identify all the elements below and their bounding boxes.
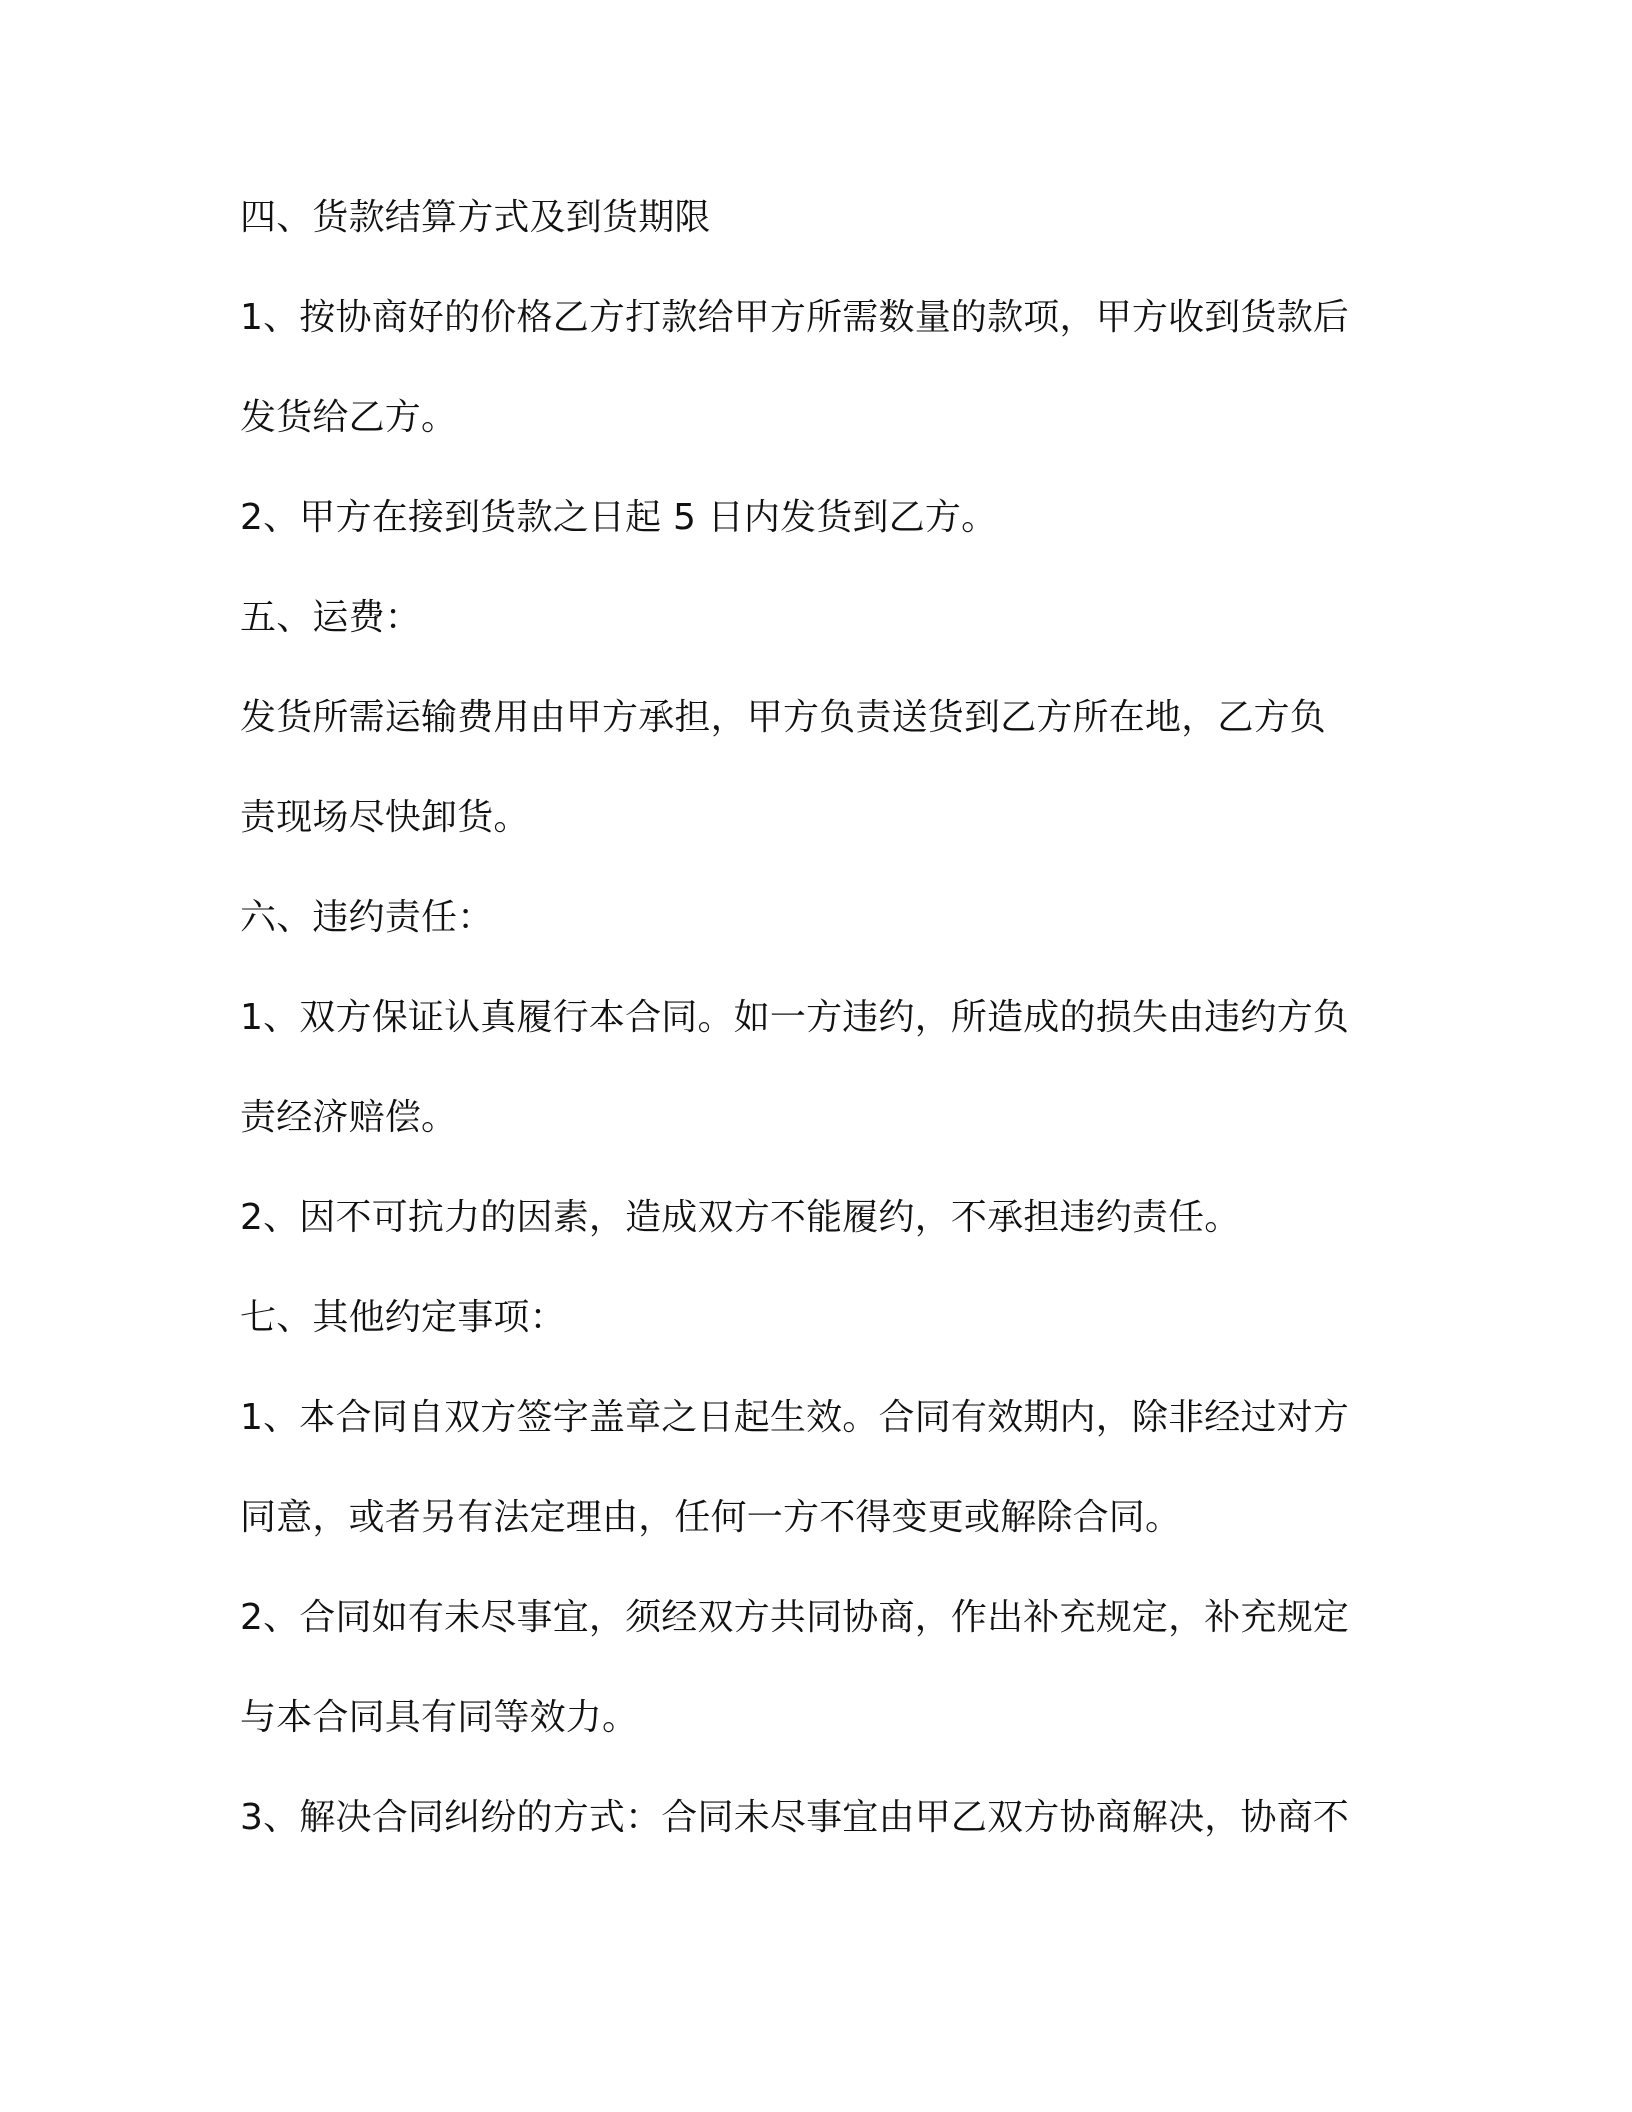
clause-liability-2: 2、因不可抗力的因素，造成双方不能履约，不承担违约责任。 (240, 1197, 1241, 1238)
clause-other-1: 1、本合同自双方签字盖章之日起生效。合同有效期内，除非经过对方 (240, 1397, 1350, 1438)
section-heading-other: 七、其他约定事项： (240, 1297, 566, 1338)
clause-other-3: 3、解决合同纠纷的方式：合同未尽事宜由甲乙双方协商解决，协商不 (240, 1797, 1350, 1838)
section-heading-payment: 四、货款结算方式及到货期限 (240, 197, 711, 238)
section-heading-freight: 五、运费： (240, 597, 422, 638)
clause-other-1-cont: 同意，或者另有法定理由，任何一方不得变更或解除合同。 (240, 1497, 1182, 1538)
clause-liability-1-cont: 责经济赔偿。 (240, 1097, 458, 1138)
clause-freight: 发货所需运输费用由甲方承担，甲方负责送货到乙方所在地，乙方负 (240, 697, 1327, 738)
clause-liability-1: 1、双方保证认真履行本合同。如一方违约，所造成的损失由违约方负 (240, 997, 1350, 1038)
clause-other-2: 2、合同如有未尽事宜，须经双方共同协商，作出补充规定，补充规定 (240, 1597, 1350, 1638)
clause-payment-1-cont: 发货给乙方。 (240, 397, 458, 438)
clause-freight-cont: 责现场尽快卸货。 (240, 797, 530, 838)
clause-payment-1: 1、按协商好的价格乙方打款给甲方所需数量的款项，甲方收到货款后 (240, 297, 1350, 338)
clause-other-2-cont: 与本合同具有同等效力。 (240, 1697, 639, 1738)
clause-payment-2: 2、甲方在接到货款之日起 5 日内发货到乙方。 (240, 497, 998, 538)
section-heading-liability: 六、违约责任： (240, 897, 494, 938)
